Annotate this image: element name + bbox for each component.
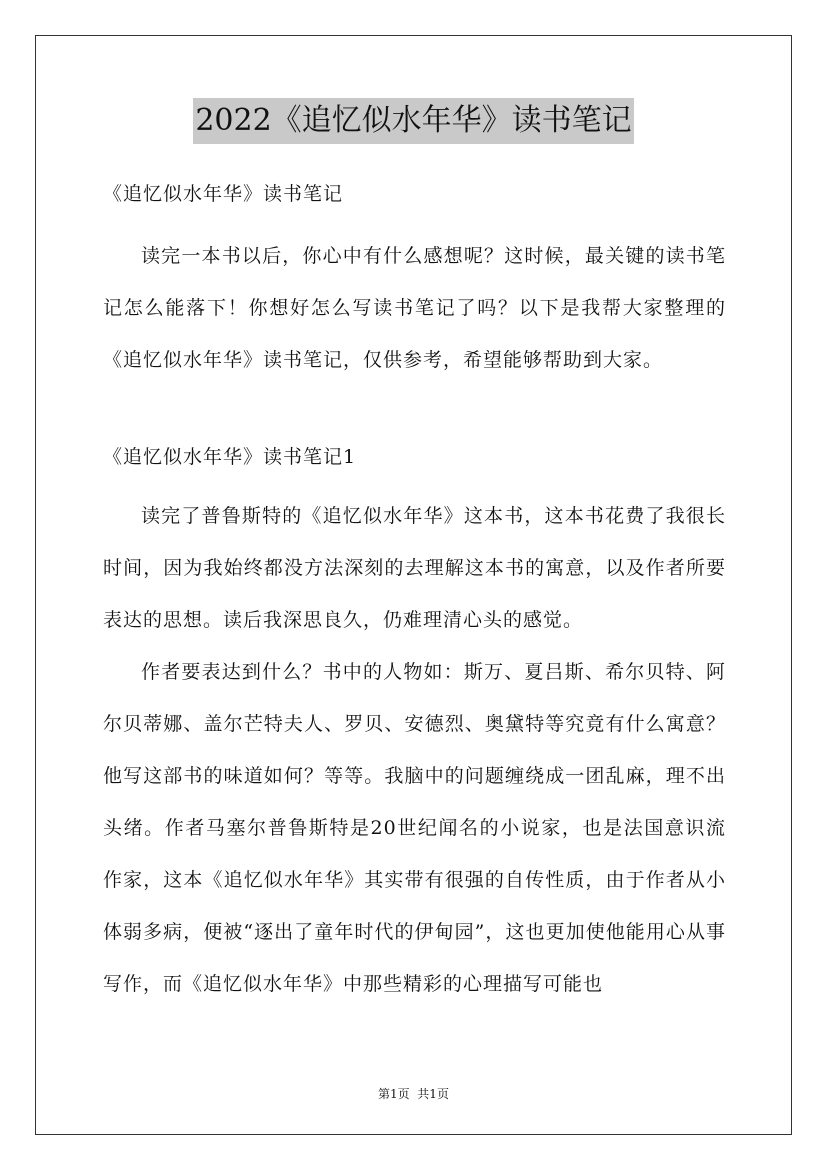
page-footer xyxy=(0,1085,827,1102)
section-heading: 《追忆似水年华》读书笔记1 xyxy=(103,446,357,468)
document-body xyxy=(103,172,726,1010)
intro-paragraph: 读完一本书以后，你心中有什么感想呢？这时候，最关键的读书笔记怎么能落下！你想好怎么写读书笔记了吗？以下是我帮大家整理的《追忆似水年华》读书笔记，仅供参考，希望能够帮助到大家。 xyxy=(103,245,726,371)
body-paragraph: 作者要表达到什么？书中的人物如：斯万、夏吕斯、希尔贝特、阿尔贝蒂娜、盖尔芒特夫人、罗贝、安德烈、奥黛特等究竟有什么寓意？他写这部书的味道如何？等等。我脑中的问题缠绕成一团乱麻，理不出头绪。作者马塞尔普鲁斯特是20世纪闻名的小说家，也是法国意识流作家，这本《追忆似水年华》其实带有很强的自传性质，由于作者从小体弱多病，便被“逐出了童年时代的伊甸园”，这也更加使他能用心从事写作，而《追忆似水年华》中那些精彩的心理描写可能也 xyxy=(103,661,726,995)
title-container xyxy=(0,98,827,144)
body-paragraph: 读完了普鲁斯特的《追忆似水年华》这本书，这本书花费了我很长时间，因为我始终都没方法深刻的去理解这本书的寓意，以及作者所要表达的思想。读后我深思良久，仍难理清心头的感觉。 xyxy=(103,505,726,631)
page-number-label: 第1页 共1页 xyxy=(378,1087,449,1101)
document-subtitle: 《追忆似水年华》读书笔记 xyxy=(103,183,344,205)
document-title: 2022《追忆似水年华》读书笔记 xyxy=(193,98,633,144)
